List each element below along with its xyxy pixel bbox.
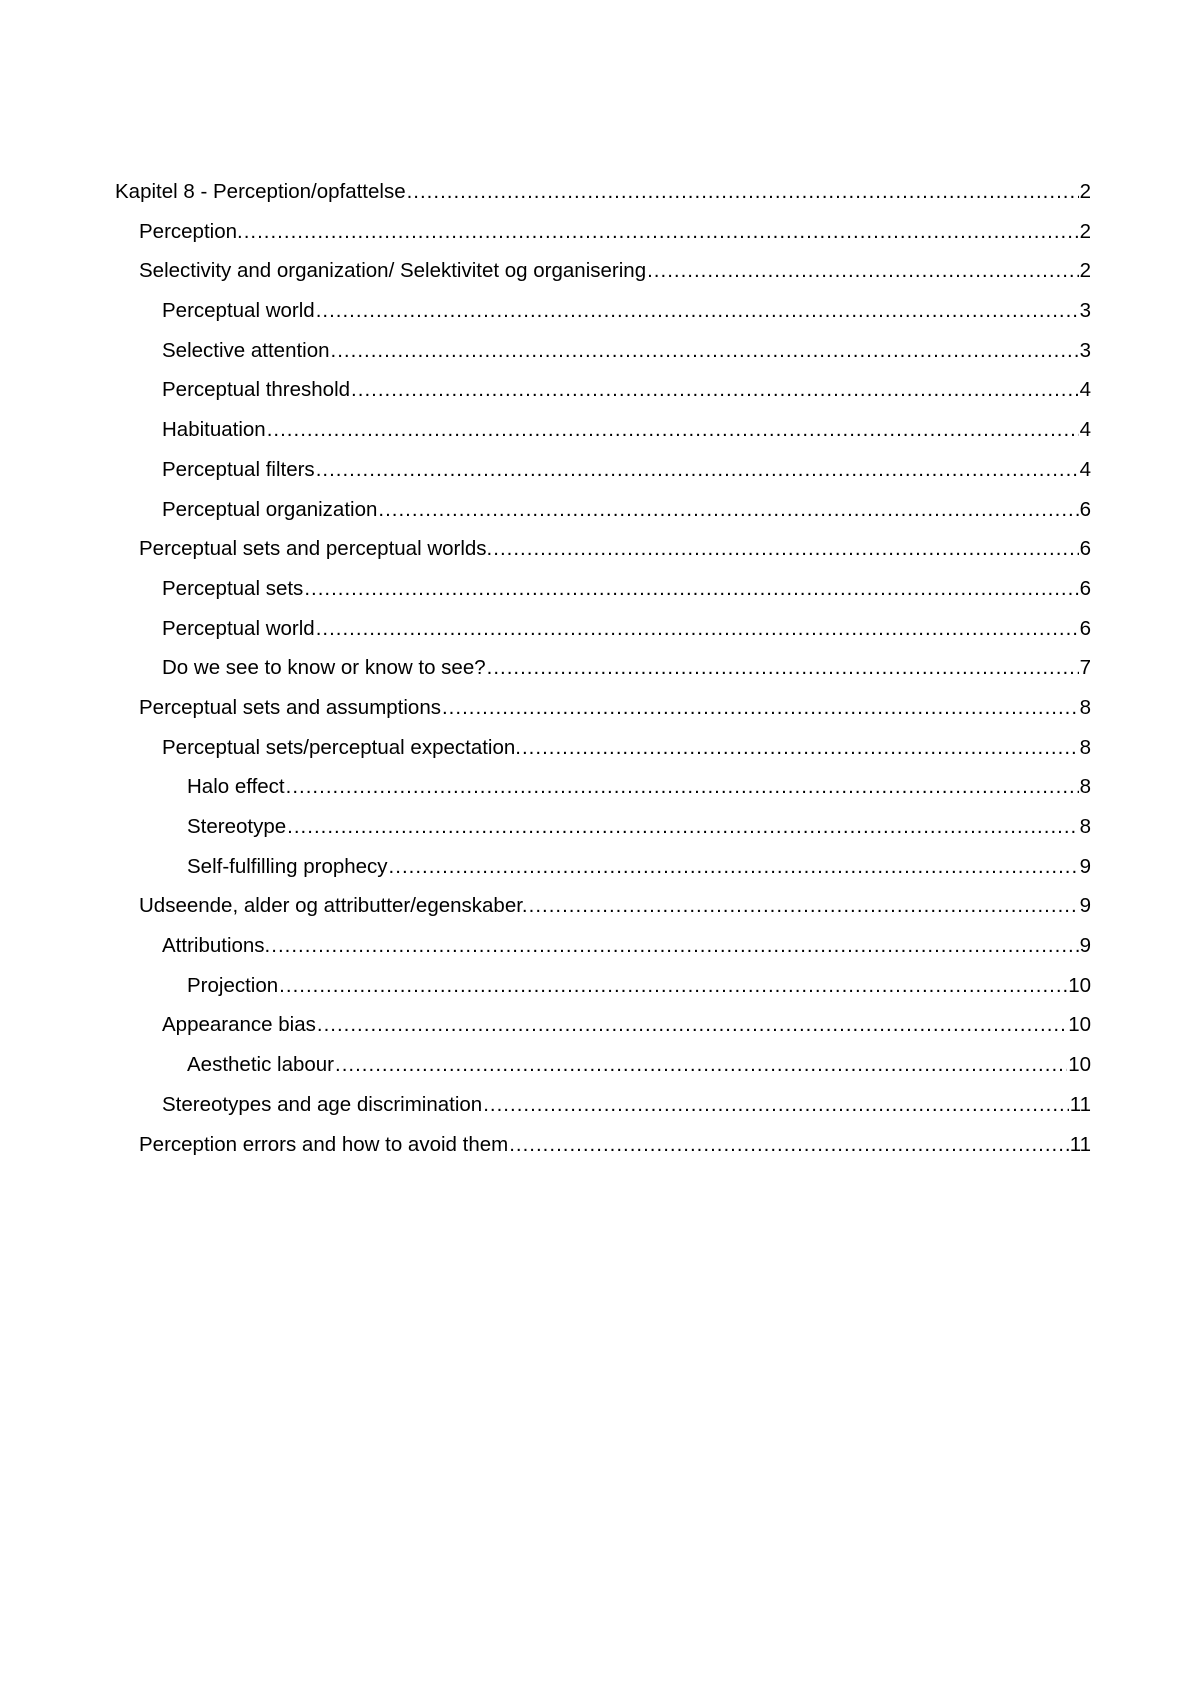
toc-entry-page-number: 6: [1079, 497, 1091, 521]
toc-entry-title: Habituation: [162, 418, 266, 442]
toc-entry[interactable]: [115, 767, 1091, 807]
toc-entry-title: Perception.: [139, 219, 243, 243]
toc-entry-page-number: 11: [1069, 1092, 1091, 1116]
toc-dot-leader: [316, 450, 1079, 490]
toc-entry-title: Perceptual filters: [162, 457, 315, 481]
toc-entry-title: Perceptual organization: [162, 497, 378, 521]
toc-dot-leader: [493, 529, 1078, 569]
toc-entry[interactable]: [115, 1045, 1091, 1085]
toc-entry[interactable]: [115, 886, 1091, 926]
toc-entry[interactable]: [115, 966, 1091, 1006]
toc-entry-page-number: 8: [1079, 735, 1091, 759]
toc-entry-title: Perception errors and how to avoid them: [139, 1132, 509, 1156]
toc-entry[interactable]: [115, 569, 1091, 609]
toc-entry[interactable]: [115, 212, 1091, 252]
toc-entry-page-number: 4: [1079, 457, 1091, 481]
toc-entry-page-number: 8: [1079, 815, 1091, 838]
toc-entry-title: Aesthetic labour: [187, 1053, 335, 1077]
toc-entry-title: Stereotypes and age discrimination: [162, 1092, 483, 1116]
toc-dot-leader: [509, 1125, 1069, 1165]
toc-entry-page-number: 10: [1068, 1053, 1091, 1077]
toc-dot-leader: [487, 648, 1079, 688]
toc-entry-title: Udseende, alder og attributter/egenskaber.: [139, 894, 528, 918]
toc-entry[interactable]: [115, 1125, 1091, 1165]
toc-entry-page-number: 4: [1079, 418, 1091, 442]
toc-entry-title: Perceptual sets: [162, 576, 304, 600]
toc-entry-page-number: 2: [1079, 180, 1091, 203]
toc-entry[interactable]: [115, 172, 1091, 212]
toc-entry-title: Kapitel 8 - Perception/opfattelse: [115, 180, 406, 203]
toc-entry[interactable]: [115, 688, 1091, 728]
toc-entry[interactable]: [115, 807, 1091, 847]
toc-dot-leader: [316, 609, 1079, 649]
toc-entry-title: Perceptual sets and perceptual worlds.: [139, 537, 493, 561]
toc-dot-leader: [244, 212, 1079, 252]
toc-dot-leader: [304, 569, 1078, 609]
toc-dot-leader: [522, 728, 1079, 768]
toc-entry-page-number: 9: [1079, 934, 1091, 958]
toc-entry[interactable]: [115, 728, 1091, 768]
toc-entry-page-number: 8: [1079, 695, 1091, 719]
toc-dot-leader: [647, 251, 1078, 291]
toc-entry[interactable]: [115, 1005, 1091, 1045]
toc-entry-page-number: 10: [1068, 973, 1091, 997]
toc-dot-leader: [271, 926, 1078, 966]
toc-entry-page-number: 11: [1069, 1132, 1091, 1156]
toc-dot-leader: [378, 490, 1078, 530]
toc-dot-leader: [483, 1085, 1069, 1125]
toc-entry[interactable]: [115, 291, 1091, 331]
toc-dot-leader: [331, 331, 1079, 371]
toc-entry-page-number: 2: [1079, 259, 1091, 283]
toc-entry-page-number: 7: [1079, 656, 1091, 680]
toc-dot-leader: [442, 688, 1079, 728]
toc-entry-page-number: 10: [1068, 1013, 1091, 1037]
toc-entry-title: Perceptual world: [162, 616, 315, 640]
table-of-contents: [115, 172, 1091, 1164]
toc-entry-title: Attributions.: [162, 934, 271, 958]
toc-entry[interactable]: [115, 410, 1091, 450]
toc-entry-page-number: 6: [1079, 616, 1091, 640]
toc-entry-title: Perceptual threshold: [162, 378, 351, 402]
toc-dot-leader: [335, 1045, 1067, 1085]
toc-entry-title: Projection: [187, 973, 279, 997]
toc-dot-leader: [267, 410, 1079, 450]
toc-entry-title: Appearance bias: [162, 1013, 316, 1037]
toc-entry[interactable]: [115, 450, 1091, 490]
toc-dot-leader: [286, 767, 1079, 807]
toc-entry[interactable]: [115, 648, 1091, 688]
toc-entry-title: Perceptual sets/perceptual expectation.: [162, 735, 521, 759]
toc-entry[interactable]: [115, 1085, 1091, 1125]
toc-entry[interactable]: [115, 529, 1091, 569]
toc-dot-leader: [351, 370, 1079, 410]
toc-entry[interactable]: [115, 251, 1091, 291]
toc-entry-page-number: 3: [1079, 299, 1091, 323]
toc-entry-page-number: 3: [1079, 338, 1091, 362]
toc-dot-leader: [279, 966, 1067, 1006]
toc-entry-title: Stereotype: [187, 815, 287, 838]
toc-entry-title: Do we see to know or know to see?: [162, 656, 486, 680]
toc-entry[interactable]: [115, 609, 1091, 649]
toc-entry[interactable]: [115, 370, 1091, 410]
toc-entry[interactable]: [115, 490, 1091, 530]
toc-dot-leader: [389, 847, 1079, 887]
toc-entry-title: Perceptual sets and assumptions: [139, 695, 441, 719]
toc-dot-leader: [317, 1005, 1067, 1045]
toc-entry-page-number: 6: [1079, 537, 1091, 561]
toc-entry-page-number: 2: [1079, 219, 1091, 243]
toc-entry-title: Self-fulfilling prophecy: [187, 854, 388, 878]
toc-entry-page-number: 9: [1079, 894, 1091, 918]
toc-entry-title: Selective attention: [162, 338, 330, 362]
toc-dot-leader: [316, 291, 1079, 331]
toc-entry-title: Selectivity and organization/ Selektivitet og organisering: [139, 259, 647, 283]
toc-entry[interactable]: [115, 847, 1091, 887]
toc-entry-page-number: 9: [1079, 854, 1091, 878]
toc-dot-leader: [407, 172, 1079, 212]
toc-entry[interactable]: [115, 331, 1091, 371]
toc-entry[interactable]: [115, 926, 1091, 966]
toc-entry-title: Halo effect: [187, 775, 285, 799]
toc-entry-page-number: 6: [1079, 576, 1091, 600]
toc-entry-title: Perceptual world: [162, 299, 315, 323]
toc-entry-page-number: 4: [1079, 378, 1091, 402]
toc-dot-leader: [529, 886, 1079, 926]
toc-entry-page-number: 8: [1079, 775, 1091, 799]
toc-dot-leader: [287, 807, 1078, 847]
